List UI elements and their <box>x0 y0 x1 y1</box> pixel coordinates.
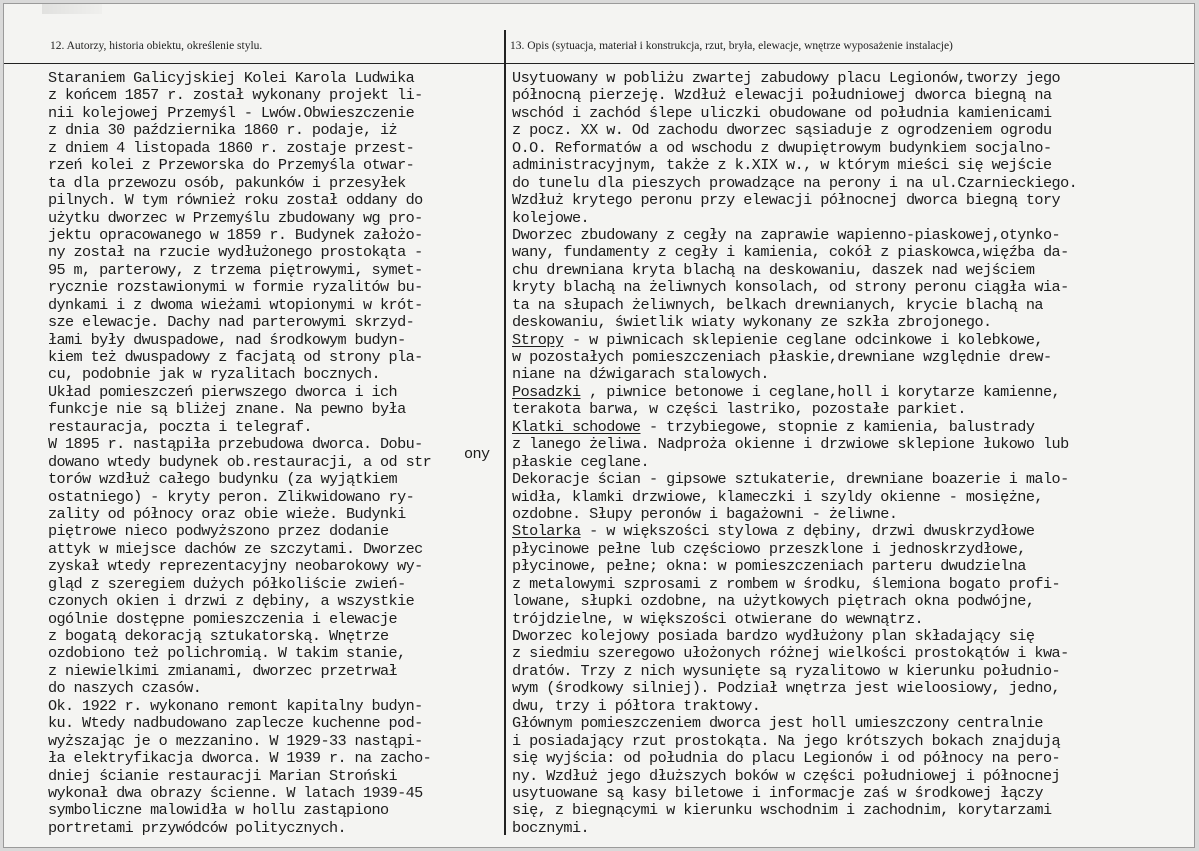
description-text-line <box>512 384 1192 401</box>
history-text-line: z bogatą dekoracją sztukatorską. Wnętrze <box>48 627 389 645</box>
history-text-line: wykonał dwa obrazy ścienne. W latach 1939-45 <box>48 783 423 802</box>
history-text-line: symboliczne malowidła w hollu zastąpiono <box>48 801 389 820</box>
description-text: do tunelu dla pieszych prowadzące na perony i na ul.Czarnieckiego. <box>512 173 1078 192</box>
description-text-line <box>512 820 1192 837</box>
description-text: kolejowe. <box>512 208 590 227</box>
history-text-line: rycznie rozstawionymi w formie ryzalitów bu- <box>48 278 423 297</box>
description-text-line <box>512 140 1192 157</box>
description-text: z pocz. XX w. Od zachodu dworzec sąsiaduje z ogrodzeniem ogrodu <box>512 121 1052 140</box>
history-text-line: ny został na rzucie wydłużonego prostokąta - <box>48 243 423 262</box>
history-text-line: dowano wtedy budynek ob.restauracji, a od str <box>48 452 432 471</box>
history-text-line: ostatniego) - kryty peron. Zlikwidowano ry- <box>48 487 415 506</box>
history-text-line: Układ pomieszczeń pierwszego dworca i ich <box>48 382 398 401</box>
description-text-line <box>512 645 1192 662</box>
description-text-line <box>512 227 1192 244</box>
description-text-line <box>512 105 1192 122</box>
description-text: Dekoracje ścian - gipsowe sztukaterie, drewniane boazerie i malo- <box>512 470 1069 489</box>
history-text-line: ku. Wtedy nadbudowano zaplecze kuchenne pod- <box>48 714 423 733</box>
description-text-line <box>512 366 1192 383</box>
history-text-line: z końcem 1857 r. został wykonany projekt li- <box>48 86 423 105</box>
description-text-line <box>512 663 1192 680</box>
description-text-line <box>512 314 1192 331</box>
description-text-line <box>512 750 1192 767</box>
history-text-line: restauracja, poczta i telegraf. <box>48 417 312 436</box>
section-12-title: 12. Autorzy, historia obiektu, określenie stylu. <box>50 40 263 52</box>
description-text: terakota barwa, w części lastriko, pozostałe parkiet. <box>512 400 966 419</box>
document-sheet <box>3 3 1195 848</box>
history-text-line: użytku dworzec w Przemyślu zbudowany wg pro- <box>48 208 423 227</box>
history-text-line: gląd z szeregiem dużych półkoliście zwień- <box>48 574 406 593</box>
description-text: dratów. Trzy z nich wysunięte są ryzalitowo w kierunku południo- <box>512 661 1061 680</box>
history-text-line: sze elewacje. Dachy nad parterowymi skrzyd- <box>48 313 415 332</box>
description-text: - trzybiegowe, stopnie z kamienia, balustrady <box>640 417 1035 436</box>
description-text: Dworzec kolejowy posiada bardzo wydłużony plan składający się <box>512 627 1035 645</box>
description-text: ozdobne. Słupy peronów i bagażowni - żeliwne. <box>512 504 898 523</box>
description-text: usytuowane są kasy biletowe i informacje zaś w środkowej łączy <box>512 783 1043 802</box>
history-column <box>48 70 504 837</box>
column-divider <box>504 30 506 835</box>
header-row <box>4 30 1194 64</box>
history-text-line: zyskał wtedy reprezentacyjny neobarokowy wy- <box>48 557 423 576</box>
description-text: wym (środkowy silniej). Podział wnętrza jest wieloosiowy, jedno, <box>512 679 1061 698</box>
description-text-line <box>512 768 1192 785</box>
description-text: dwu, trzy i półtora traktowy. <box>512 696 761 715</box>
history-text-line: jektu opracowanego w 1859 r. Budynek założo- <box>48 225 423 244</box>
description-text: widła, klamki drzwiowe, klameczki i szyldy okienne - mosiężne, <box>512 487 1043 506</box>
description-text: - w piwnicach sklepienie ceglane odcinkowe i kolebkowe, <box>563 330 1043 349</box>
history-text-line: Ok. 1922 r. wykonano remont kapitalny budyn- <box>48 696 423 715</box>
history-text-line: z niewielkimi zmianami, dworzec przetrwał <box>48 661 398 680</box>
history-text-line: ogólnie dostępne pomieszczenia i elewacje <box>48 609 398 628</box>
description-text-line <box>512 70 1192 87</box>
history-text-line: torów wzdłuż całego budynku (za wyjątkiem <box>48 470 398 489</box>
history-text-line: nii kolejowej Przemyśl - Lwów.Obwieszczenie <box>48 103 415 122</box>
description-text-line <box>512 87 1192 104</box>
history-text-line: Staraniem Galicyjskiej Kolei Karola Ludwika <box>48 69 415 87</box>
section-heading-underlined: Klatki schodowe <box>512 417 641 436</box>
description-text: się wyjścia: od południa do placu Legionów i od północy na pero- <box>512 749 1061 768</box>
section-13-title: 13. Opis (sytuacja, materiał i konstrukcja, rzut, bryła, elewacje, wnętrze wyposażenie instalacje) <box>510 40 953 52</box>
description-text-line <box>512 244 1192 261</box>
description-text-line <box>512 506 1192 523</box>
history-text-line: funkcje nie są bliżej znane. Na pewno była <box>48 400 406 419</box>
history-text-line: attyk w miejsce dachów ze szczytami. Dworzec <box>48 539 423 558</box>
description-text: chu drewniana kryta blachą na deskowaniu, daszek nad wejściem <box>512 260 1035 279</box>
description-text: i posiadający rzut prostokąta. Na jego krótszych bokach znajdują <box>512 731 1061 750</box>
description-text-line <box>512 802 1192 819</box>
scan-artifact <box>42 4 102 14</box>
history-text-line: wyższając je o mezzanino. W 1929-33 nastąpi- <box>48 731 423 750</box>
description-text: bocznymi. <box>512 818 590 837</box>
description-text-line <box>512 262 1192 279</box>
description-text: Wzdłuż krytego peronu przy elewacji północnej dworca biegną tory <box>512 191 1061 210</box>
description-text: wschód i zachód ślepe uliczki obudowane od południa kamienicami <box>512 103 1052 122</box>
description-text-line <box>512 436 1192 453</box>
description-text-line <box>512 210 1192 227</box>
description-text: z siedmiu szeregowo ułożonych różnej wielkości prostokątów i kwa- <box>512 644 1069 663</box>
description-text-line <box>512 733 1192 750</box>
description-text-line <box>512 576 1192 593</box>
description-text-line <box>512 715 1192 732</box>
description-text-line <box>512 523 1192 540</box>
section-heading-underlined: Posadzki <box>512 382 581 401</box>
history-text-line: łami były dwuspadowe, nad środkowym budyn- <box>48 330 406 349</box>
history-text-line: z dnia 30 października 1860 r. podaje, iż <box>48 121 398 140</box>
description-text-line <box>512 541 1192 558</box>
history-text-line: zality od północy oraz obie wieże. Budynki <box>48 504 406 523</box>
description-text-line <box>512 611 1192 628</box>
description-text-line <box>512 593 1192 610</box>
history-text-line: rzeń kolei z Przeworska do Przemyśla otwar- <box>48 156 415 175</box>
section-heading-underlined: Stropy <box>512 330 564 349</box>
description-text: Głównym pomieszczeniem dworca jest holl umieszczony centralnie <box>512 714 1043 733</box>
overflow-text-fragment: ony <box>464 445 490 463</box>
description-text-line <box>512 157 1192 174</box>
history-text-line: cu, podobnie jak w ryzalitach bocznych. <box>48 365 381 384</box>
history-text-line: 95 m, parterowy, z trzema piętrowymi, symet- <box>48 260 423 279</box>
history-text-line: ta dla przewozu osób, pakunków i przesyłek <box>48 173 406 192</box>
history-text-line: czonych okien i drzwi z dębiny, a wszystkie <box>48 592 415 611</box>
description-text: z lanego żeliwa. Nadproża okienne i drzwiowe sklepione łukowo lub <box>512 435 1069 454</box>
history-text-line: dniej ścianie restauracji Marian Stroński <box>48 766 398 785</box>
description-text: się, z biegnącymi w kierunku wschodnim i zachodnim, korytarzami <box>512 801 1052 820</box>
description-text: ta na słupach żeliwnych, belkach drewnianych, krycie blachą na <box>512 295 1043 314</box>
description-text-line <box>512 471 1192 488</box>
description-text-line <box>512 489 1192 506</box>
history-text-line: pilnych. W tym również roku został oddany do <box>48 191 423 210</box>
history-text-line: ozdobiono też polichromią. W takim stanie, <box>48 644 406 663</box>
description-text-line <box>512 419 1192 436</box>
description-text: administracyjnym, także z k.XIX w., w którym mieści się wejście <box>512 156 1052 175</box>
description-text-line <box>512 332 1192 349</box>
description-text: O.O. Reformatów a od wschodu z dwupiętrowym budynkiem socjalno- <box>512 138 1052 157</box>
description-text-line <box>512 192 1192 209</box>
description-text: ny. Wzdłuż jego dłuższych boków w części południowej i północnej <box>512 766 1061 785</box>
history-text-line: portretami przywódców politycznych. <box>48 818 346 837</box>
description-text: Usytuowany w pobliżu zwartej zabudowy placu Legionów,tworzy jego <box>512 69 1061 87</box>
description-text-line <box>512 785 1192 802</box>
description-text: trójdzielne, w większości otwierane do wewnątrz. <box>512 609 924 628</box>
history-text-line: z dniem 4 listopada 1860 r. zostaje przest- <box>48 138 415 157</box>
history-text-line: kiem też dwuspadowy z facjatą od strony pla- <box>48 348 423 366</box>
description-text-line <box>512 349 1192 366</box>
description-text: płycinowe, pełne; okna: w pomieszczeniach parteru dwudzielna <box>512 557 1026 576</box>
history-text-line: W 1895 r. nastąpiła przebudowa dworca. Dobu- <box>48 435 423 454</box>
description-text: z metalowymi szprosami z rombem w środku, ślemiona bogato profi- <box>512 574 1061 593</box>
description-text-line <box>512 401 1192 418</box>
history-text-line: ła elektryfikacja dworca. W 1939 r. na zacho- <box>48 749 432 768</box>
description-column <box>512 70 1192 837</box>
description-text: , piwnice betonowe i ceglane,holl i korytarze kamienne, <box>580 382 1061 401</box>
description-text-line <box>512 297 1192 314</box>
description-text: Dworzec zbudowany z cegły na zaprawie wapienno-piaskowej,otynko- <box>512 225 1061 244</box>
description-text: - w większości stylowa z dębiny, drzwi dwuskrzydłowe <box>580 522 1035 541</box>
description-text-line <box>512 175 1192 192</box>
description-text-line <box>512 680 1192 697</box>
description-text: w pozostałych pomieszczeniach płaskie,drewniane względnie drew- <box>512 348 1052 366</box>
history-text-line: do naszych czasów. <box>48 679 202 698</box>
description-text-line <box>512 454 1192 471</box>
history-text-line: piętrowe nieco podwyższono przez dodanie <box>48 522 389 541</box>
description-text: lowane, słupki ozdobne, na użytkowych piętrach okna podwójne, <box>512 592 1035 611</box>
description-text-line <box>512 558 1192 575</box>
description-text: kryty blachą na żeliwnych konsolach, od strony peronu ciągła wia- <box>512 278 1069 297</box>
description-text: niane na dźwigarach stalowych. <box>512 365 769 384</box>
description-text: wany, fundamenty z cegły i kamienia, cokół z piaskowca,więźba da- <box>512 243 1069 262</box>
description-text: deskowaniu, świetlik wiaty wykonany ze szkła zbrojonego. <box>512 313 992 332</box>
history-text-line: dynkami i z dwoma wieżami wtopionymi w krót- <box>48 295 423 314</box>
description-text-line <box>512 279 1192 296</box>
description-text-line <box>512 698 1192 715</box>
description-text: północną pierzeję. Wzdłuż elewacji południowej dworca biegną na <box>512 86 1052 105</box>
description-text: płycinowe pełne lub częściowo przeszklone i jednoskrzydłowe, <box>512 539 1026 558</box>
section-heading-underlined: Stolarka <box>512 522 581 541</box>
description-text-line <box>512 122 1192 139</box>
description-text: płaskie ceglane. <box>512 452 650 471</box>
description-text-line <box>512 628 1192 645</box>
